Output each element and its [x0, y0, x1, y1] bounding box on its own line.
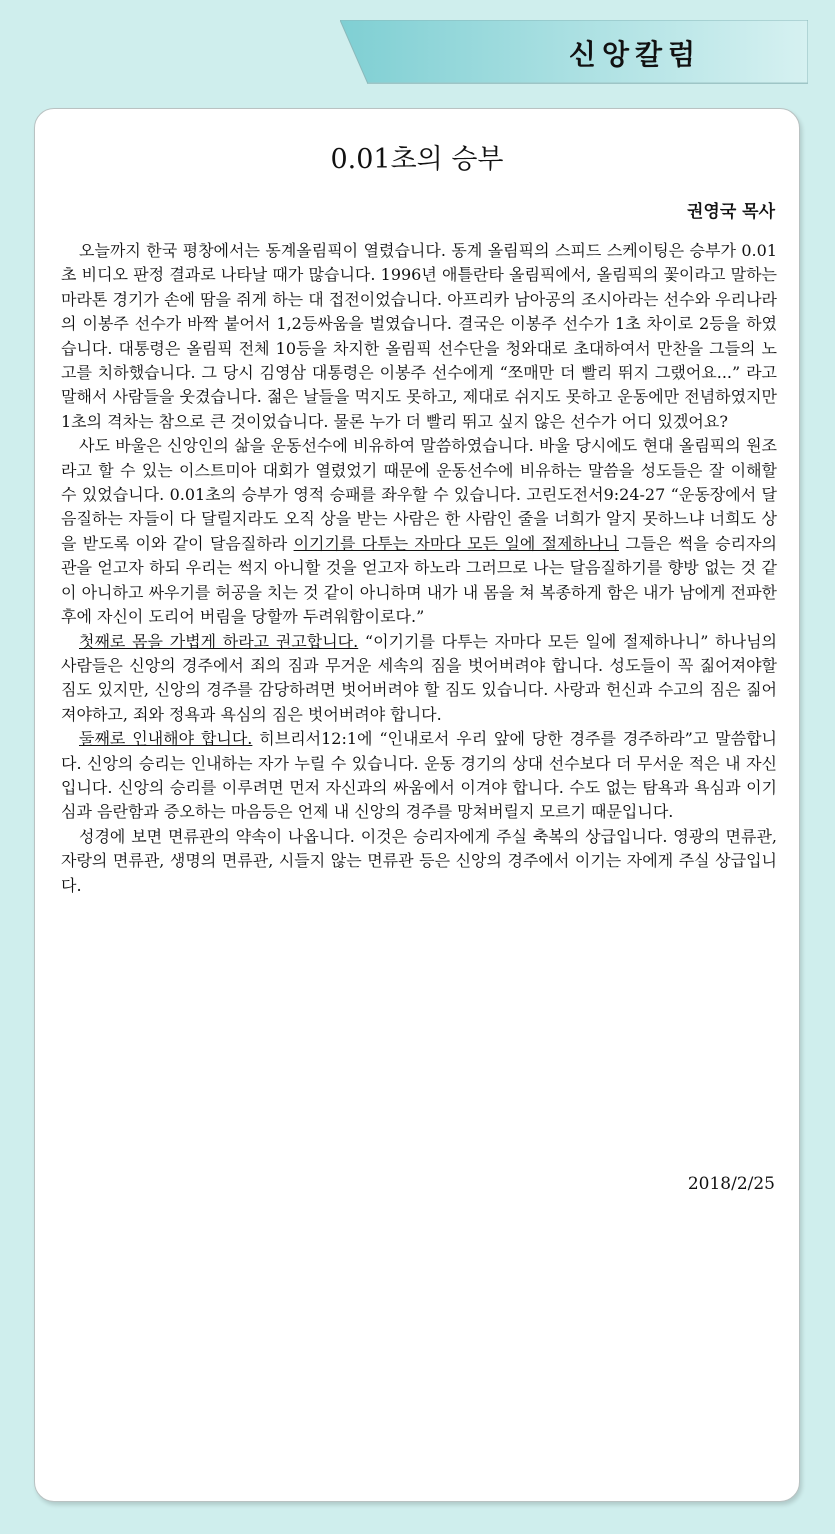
article-card — [34, 108, 800, 1502]
paragraph-2-underlined: 이기기를 다투는 자마다 모든 일에 절제하나니 — [293, 533, 619, 553]
paragraph-5: 성경에 보면 면류관의 약속이 나옵니다. 이것은 승리자에게 주실 축복의 상급입니다. 영광의 면류관, 자랑의 면류관, 생명의 면류관, 시들지 않는 면류관 등은 신앙의 경주에서 이기는 자에게 주실 상급입니다. — [61, 826, 777, 895]
article-title: 0.01초의 승부 — [330, 144, 504, 175]
paragraph-2-text-b: 그들은 썩을 승리자의 관을 얻고자 하되 우리는 썩지 아니할 것을 얻고자 하노라 그러므로 나는 달음질하기를 향방 없는 것 같이 아니하고 싸우기를 허공을 치는 것 같이 아니하며 내가 내 몸을 쳐 복종하게 함은 내가 남에게 전파한 후에 자신이 도리어 버림을 당할까 두려워함이로다.” — [61, 533, 777, 627]
paragraph-4-text: 히브리서12:1에 “인내로서 우리 앞에 당한 경주를 경주하라”고 말씀합니다. 신앙의 승리는 인내하는 자가 누릴 수 있습니다. 운동 경기의 상대 선수보다 더 무서운 적은 내 자신입니다. 신앙의 승리를 이루려면 먼저 자신과의 싸움에서 이겨야 합니다. 수도 없는 탐욕과 욕심과 이기심과 음란함과 증오하는 마음등은 언제 내 신앙의 경주를 망쳐버릴지 모르기 때문입니다. — [61, 729, 777, 822]
paragraph-1: 오늘까지 한국 평창에서는 동계올림픽이 열렸습니다. 동계 올림픽의 스피드 스케이팅은 승부가 0.01초 비디오 판정 결과로 나타날 때가 많습니다. 1996년 애틀란타 올림픽에서, 올림픽의 꽃이라고 말하는 마라톤 경기가 손에 땀을 쥐게 하는 대 접전이었습니다. 아프리카 남아공의 조시아라는 선수와 우리나라의 이봉주 선수가 바짝 붙어서 1,2등싸움을 벌였습니다. 결국은 이봉주 선수가 1초 차이로 2등을 하였습니다. 대통령은 올림픽 전체 10등을 차지한 올림픽 선수단을 청와대로 초대하여서 만찬을 그들의 노고를 치하했습니다. 그 당시 김영삼 대통령은 이봉주 선수에게 “쪼매만 더 빨리 뛰지 그랬어요...” 라고 말해서 사람들을 웃겼습니다. 젊은 날들을 먹지도 못하고, 제대로 쉬지도 못하고 운동에만 전념하였지만 1초의 격차는 참으로 큰 것이었습니다. 물론 누가 더 빨리 뛰고 싶지 않은 선수가 어디 있겠어요? — [61, 241, 777, 431]
paragraph-4-underlined: 둘째로 인내해야 합니다. — [79, 729, 253, 749]
article-date: 2018/2/25 — [687, 1174, 775, 1194]
article-author: 권영국 목사 — [686, 202, 775, 222]
paragraph-3-underlined: 첫째로 몸을 가볍게 하라고 권고합니다. — [79, 631, 359, 651]
paragraph-3 — [61, 630, 777, 728]
paragraph-3-text: “이기기를 다투는 자마다 모든 일에 절제하나니” 하나님의 사람들은 신앙의 경주에서 죄의 짐과 무거운 세속의 짐을 벗어버려야 합니다. 성도들이 꼭 짊어져야할 짐도 있지만, 신앙의 경주를 감당하려면 벗어버려야 할 짐도 있습니다. 사랑과 헌신과 수고의 짐은 짊어져야하고, 죄와 정욕과 욕심의 짐은 벗어버려야 합니다. — [61, 631, 778, 724]
paragraph-4 — [61, 727, 777, 825]
paragraph-2-text-a: 사도 바울은 신앙인의 삶을 운동선수에 비유하여 말씀하였습니다. 바울 당시에도 현대 올림픽의 원조라고 할 수 있는 이스트미아 대회가 열렸었기 때문에 운동선수에 비유하는 말씀을 성도들은 잘 이해할 수 있었습니다. 0.01초의 승부가 영적 승패를 좌우할 수 있습니다. 고린도전서9:24-27 “운동장에서 달음질하는 자들이 다 달릴지라도 오직 상을 받는 사람은 한 사람인 줄을 너희가 알지 못하느냐 너희도 상을 받도록 이와 같이 달음질하라 — [61, 436, 777, 553]
paragraph-2 — [61, 434, 777, 629]
section-header-tab — [340, 20, 808, 84]
article-body — [61, 239, 777, 898]
section-title: 신앙칼럼 — [568, 38, 702, 71]
